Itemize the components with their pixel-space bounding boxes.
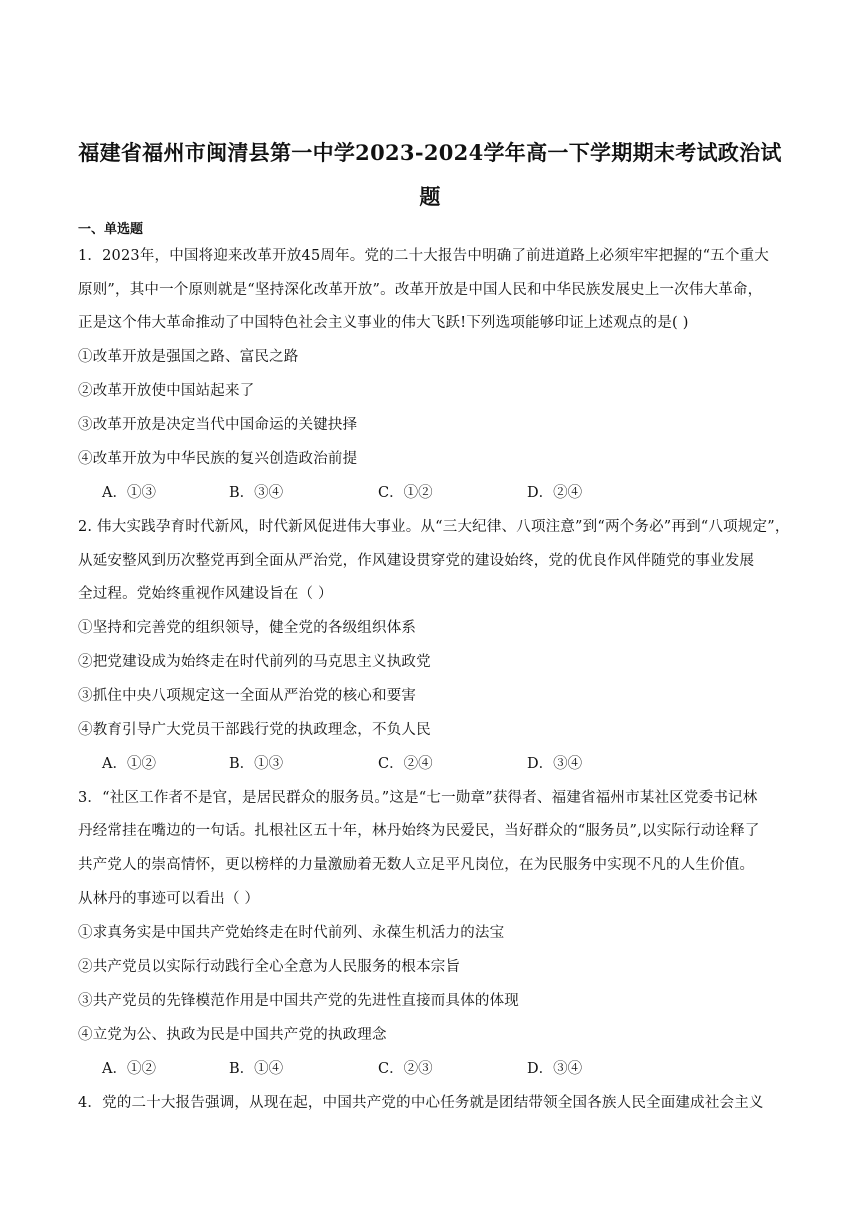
question-2-statement: ③抓住中央八项规定这一全面从严治党的核心和要害 — [78, 688, 417, 704]
question-2-option-a: A．①② — [102, 756, 156, 772]
question-1-option-d: D．②④ — [527, 485, 583, 501]
question-2-statement: ①坚持和完善党的组织领导，健全党的各级组织体系 — [78, 620, 417, 636]
question-3-stem-line: 共产党人的崇高情怀，更以榜样的力量激励着无数人立足平凡岗位，在为民服务中实现不凡的人生价值。 — [78, 857, 755, 873]
document-title-line-2: 题 — [419, 184, 441, 209]
question-2-statement: ④教育引导广大党员干部践行党的执政理念，不负人民 — [78, 722, 431, 738]
question-1-statement: ①改革开放是强国之路、富民之路 — [78, 349, 299, 365]
question-4-stem-line: 4．党的二十大报告强调，从现在起，中国共产党的中心任务就是团结带领全国各族人民全面建成社会主义 — [78, 1095, 764, 1111]
question-3-statement: ③共产党员的先锋模范作用是中国共产党的先进性直接而具体的体现 — [78, 993, 519, 1009]
question-3-option-b: B．①④ — [229, 1061, 284, 1077]
question-2-option-c: C．②④ — [378, 756, 433, 772]
question-3-stem-line: 3．“社区工作者不是官，是居民群众的服务员。”这是“七一勋章”获得者、福建省福州市某社区党委书记林 — [78, 790, 758, 806]
question-2-option-d: D．③④ — [527, 756, 583, 772]
question-1-option-b: B．③④ — [229, 485, 284, 501]
question-3-statement: ②共产党员以实际行动践行全心全意为人民服务的根本宗旨 — [78, 959, 461, 975]
question-1-option-a: A．①③ — [102, 485, 156, 501]
question-2-stem-line: 从延安整风到历次整党再到全面从严治党，作风建设贯穿党的建设始终，党的优良作风伴随党的事业发展 — [78, 553, 755, 569]
document-title-line-1: 福建省福州市闽清县第一中学2023-2024学年高一下学期期末考试政治试 — [78, 140, 782, 165]
question-3-stem-line: 从林丹的事迹可以看出（ ） — [78, 891, 260, 907]
question-1-statement: ④改革开放为中华民族的复兴创造政治前提 — [78, 451, 358, 467]
question-3-option-d: D．③④ — [527, 1061, 583, 1077]
question-1-stem-line: 原则”，其中一个原则就是“坚持深化改革开放”。改革开放是中国人民和中华民族发展史上一次伟大革命， — [78, 282, 763, 298]
question-3-statement: ①求真务实是中国共产党始终走在时代前列、永葆生机活力的法宝 — [78, 925, 505, 941]
question-3-stem-line: 丹经常挂在嘴边的一句话。扎根社区五十年，林丹始终为民爱民，当好群众的“服务员”,以实际行动诠释了 — [78, 823, 760, 839]
question-3-option-a: A．①② — [102, 1061, 156, 1077]
question-2-option-b: B．①③ — [229, 756, 284, 772]
question-1-statement: ②改革开放使中国站起来了 — [78, 383, 255, 399]
question-1-statement: ③改革开放是决定当代中国命运的关键抉择 — [78, 417, 358, 433]
question-2-stem-line: 2. 伟大实践孕育时代新风，时代新风促进伟大事业。从“三大纪律、八项注意”到“两个务必”再到“八项规定”， — [78, 519, 790, 535]
section-heading: 一、单选题 — [78, 222, 144, 237]
question-2-stem-line: 全过程。党始终重视作风建设旨在（ ） — [78, 586, 333, 602]
question-2-statement: ②把党建设成为始终走在时代前列的马克思主义执政党 — [78, 654, 431, 670]
question-3-statement: ④立党为公、执政为民是中国共产党的执政理念 — [78, 1027, 387, 1043]
question-1-stem-line: 正是这个伟大革命推动了中国特色社会主义事业的伟大飞跃!下列选项能够印证上述观点的是( ) — [78, 315, 689, 331]
question-3-option-c: C．②③ — [378, 1061, 433, 1077]
question-1-stem-line: 1．2023年，中国将迎来改革开放45周年。党的二十大报告中明确了前进道路上必须牢牢把握的“五个重大 — [78, 248, 769, 264]
question-1-option-c: C．①② — [378, 485, 433, 501]
